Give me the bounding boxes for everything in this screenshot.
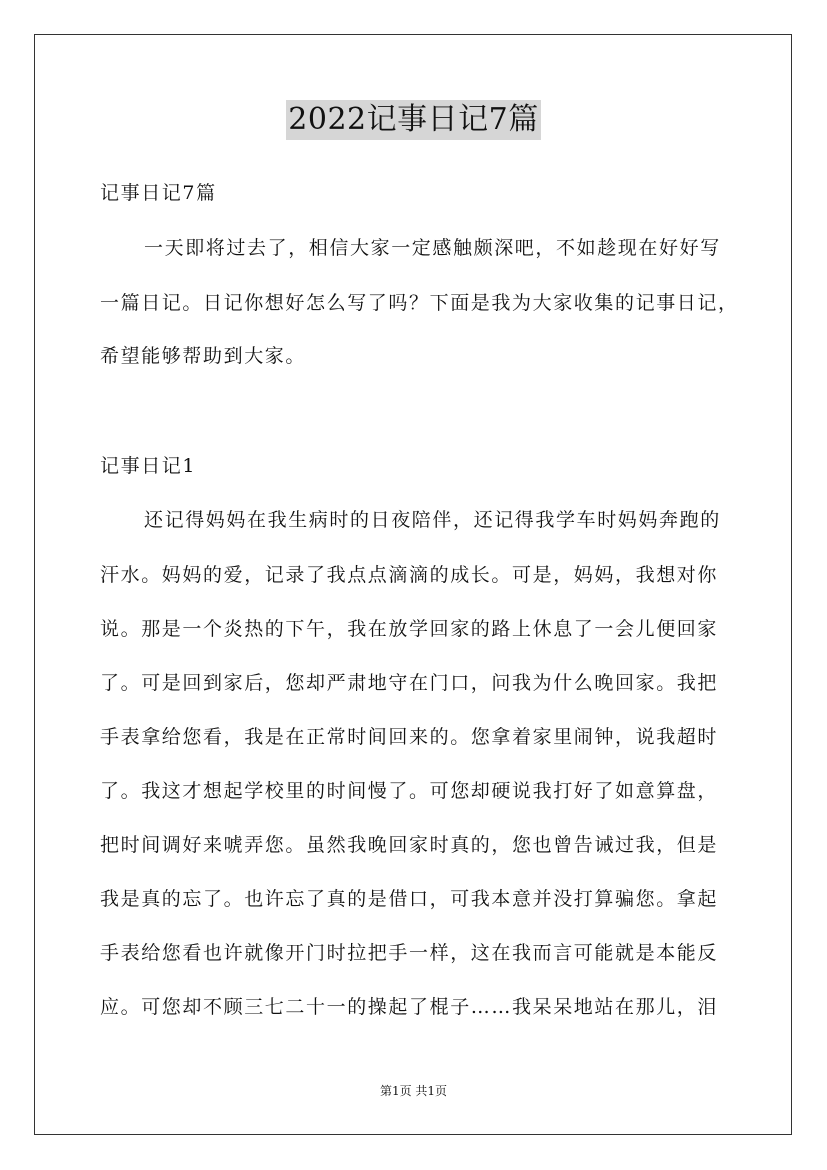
body-line: 了。可是回到家后，您却严肃地守在门口，问我为什么晚回家。我把 (100, 672, 719, 694)
intro-line: 希望能够帮助到大家。 (100, 345, 307, 367)
intro-line: 一篇日记。日记你想好怎么写了吗？下面是我为大家收集的记事日记， (100, 292, 739, 314)
body-line: 我是真的忘了。也许忘了真的是借口，可我本意并没打算骗您。拿起 (100, 888, 719, 910)
section-heading: 记事日记1 (100, 455, 197, 477)
body-line: 还记得妈妈在我生病时的日夜陪伴，还记得我学车时妈妈奔跑的 (144, 509, 721, 531)
body-line: 了。我这才想起学校里的时间慢了。可您却硬说我打好了如意算盘， (100, 780, 719, 802)
document-subtitle: 记事日记7篇 (100, 182, 217, 204)
intro-line: 一天即将过去了，相信大家一定感触颇深吧，不如趁现在好好写 (144, 237, 721, 259)
body-line: 应。可您却不顾三七二十一的操起了棍子……我呆呆地站在那儿，泪 (100, 996, 719, 1018)
page-number: 第1页 共1页 (379, 1084, 448, 1098)
body-line: 手表拿给您看，我是在正常时间回来的。您拿着家里闹钟，说我超时 (100, 726, 719, 748)
body-line: 汗水。妈妈的爱，记录了我点点滴滴的成长。可是，妈妈，我想对你 (100, 564, 719, 586)
body-line: 手表给您看也许就像开门时拉把手一样，这在我而言可能就是本能反 (100, 942, 719, 964)
document-title: 2022记事日记7篇 (286, 100, 540, 140)
body-line: 说。那是一个炎热的下午，我在放学回家的路上休息了一会儿便回家 (100, 618, 719, 640)
title-container (0, 100, 827, 140)
body-line: 把时间调好来唬弄您。虽然我晚回家时真的，您也曾告诫过我，但是 (100, 834, 719, 856)
